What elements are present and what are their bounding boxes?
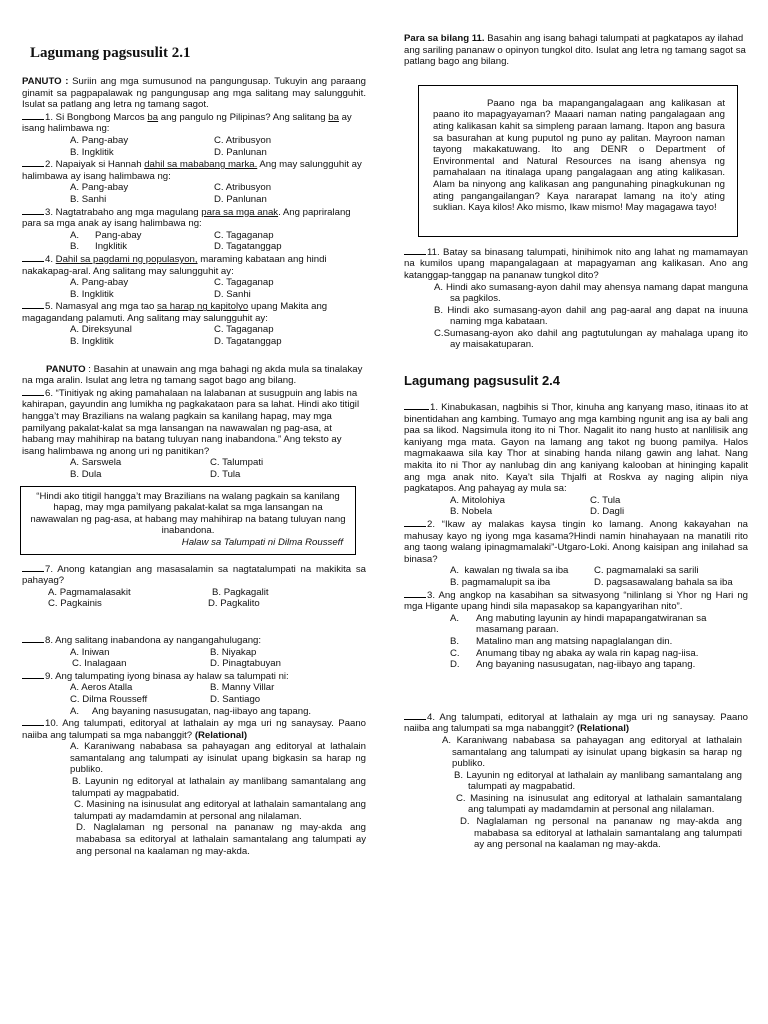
- question-10: 10. Ang talumpati, editoryal at lathalain ay mga uri ng sanaysay. Paano naiiba ang talumpati sa mga nabanggit? (Relational): [22, 718, 366, 741]
- question-7: 7. Anong katangian ang masasalamin sa nagtatalumpati na makikita sa pahayag?: [22, 563, 366, 587]
- question-9: 9. Ang talumpating iyong binasa ay halaw sa talumpati ni:: [22, 670, 366, 683]
- q3-options-row-2: [22, 241, 366, 253]
- q3-options-row-1: [22, 230, 366, 242]
- option: D. Tagatanggap: [214, 241, 282, 253]
- answer-blank[interactable]: [22, 387, 44, 396]
- answer-blank[interactable]: [22, 300, 44, 309]
- answer-blank[interactable]: [404, 711, 426, 720]
- r3-option-a: A. Ang mabuting layunin ay hindi mapapangatwiranan sa masamang paraan.: [450, 612, 707, 636]
- option: B. Manny Villar: [210, 682, 275, 694]
- option: C. Atribusyon: [214, 182, 272, 194]
- answer-blank[interactable]: [22, 563, 44, 572]
- question-2-4-2: 2. “Ikaw ay malakas kaysa tingin ko lamang. Anong kakayahan na mahusay kayo ng iyong mga kasama?Hindi namin hinahayaan na manatili rito ang taong walang ipinagmamalaki”-Utgaro-Loki. Anong kaisipan ang inilahad sa binasa?: [404, 519, 748, 565]
- answer-blank[interactable]: [22, 253, 44, 262]
- q4-options-row-1: [22, 277, 366, 289]
- question-6: 6. “Tinitiyak ng aking pamahalaan na lalabanan at susugpuin ang labis na kahirapan, gayundin ang lumikha ng pagkakataon para sa lahat. Hindi ako titigil hangga’t may Brazilians na walang pagkain sa kanilang hapag, may mga pamilyang pakalat-kalat sa mga lansangan na nawawalan ng pag-asa, at habang may mahihirap na batang tuluyan nang inabandona.” Ang teksto ay isang halimbawa ng anong uri ng panitikan?: [22, 387, 360, 457]
- question-5: 5. Namasyal ang mga tao sa harap ng kapitolyo upang Makita ang magagandang palamuti. Ang salitang may salungguhit ay:: [22, 301, 328, 324]
- option: D. Tagatanggap: [214, 336, 282, 348]
- q9-extra-line: A. Ang bayaning nasusugatan, nag-iibayo ang tapang.: [70, 705, 312, 717]
- option: C. Talumpati: [210, 457, 264, 469]
- r4-option-d: D. Naglalaman ng personal na pananaw ng may-akda ang mababasa sa editoryal at lathalain samantalang ang talumpati ay ang personal na kaalaman ng may-akda.: [460, 816, 742, 851]
- quote-box: [20, 486, 356, 555]
- r4-option-a: A. Karaniwang nababasa sa pahayagan ang editoryal at lathalain samantalang ang talumpati ay isinulat upang bigkasin sa harap ng publiko.: [442, 734, 742, 770]
- q9-options-row-1: [22, 682, 366, 694]
- option: C. Tula: [590, 494, 621, 506]
- panuto-2: PANUTO : Basahin at unawain ang mga bahagi ng akda mula sa tinalakay na mga aralin. Isulat ang letra ng tamang sagot bago ang bilang.: [22, 363, 363, 387]
- option: B. Ingklitik: [70, 241, 128, 253]
- q4-options-row-2: [22, 289, 366, 301]
- answer-blank[interactable]: [22, 634, 44, 643]
- panuto-1: PANUTO : Suriin ang mga sumusunod na pangungusap. Tukuyin ang paraang ginamit sa pagpapalawak ng pangungusap ang mga salitang may salungguhit. Isulat sa patlang ang letra ng tamang sagot.: [22, 76, 366, 111]
- option: C. Atribusyon: [214, 134, 272, 146]
- option: B. Sanhi: [70, 193, 107, 205]
- question-3: 3. Nagtatrabaho ang mga magulang para sa mga anak. Ang papriralang para sa mga anak ay isang halimbawa ng:: [22, 206, 351, 230]
- question-2-4-4: 4. Ang talumpati, editoryal at lathalain ay mga uri ng sanaysay. Paano naiiba ang talumpati sa mga nabanggit? (Relational): [404, 711, 748, 735]
- page-title: Lagumang pagsusulit 2.1: [30, 45, 191, 61]
- option: D. Panlunan: [214, 146, 267, 158]
- q6-options-row-1: [22, 457, 366, 469]
- r1-options-row-1: [404, 495, 748, 507]
- option: B. pagmamalupit sa iba: [450, 576, 551, 588]
- q10-option-a: A. Karaniwang nababasa sa pahayagan ang editoryal at lathalain samantalang ang talumpati ay isinulat upang bigkasin sa harap ng publiko.: [70, 741, 366, 776]
- q6-options-row-2: [22, 469, 366, 481]
- q11-option-c: C.Sumasang-ayon ako dahil ang pagtutulungan ay mahalaga upang ito ay maisakatuparan.: [434, 327, 748, 351]
- option: B. Niyakap: [210, 646, 257, 658]
- option: C. Tagaganap: [214, 229, 274, 241]
- q9-options-row-2: [22, 694, 366, 706]
- section-title-2-4: Lagumang pagsusulit 2.4: [404, 373, 561, 389]
- q7-options-row-1: [22, 587, 366, 599]
- answer-blank[interactable]: [404, 401, 429, 410]
- option: A. Pang-abay: [70, 134, 129, 146]
- r3-option-d: D. Ang bayaning nasusugatan, nag-iibayo ang tapang.: [450, 659, 696, 671]
- q8-options-row-2: [22, 658, 366, 670]
- option: C. Tagaganap: [214, 324, 274, 336]
- question-4: 4. Dahil sa pagdami ng populasyon, maraming kabataan ang hindi nakakapag-aral. Ang salitang may salungguhit ay:: [22, 253, 327, 277]
- q10-option-c: C. Masining na isinusulat ang editoryal at lathalain samantalang ang talumpati ay madamdamin at personal ang nilalaman.: [74, 799, 366, 822]
- option: C. Tagaganap: [214, 277, 274, 289]
- item-11-instructions: Para sa bilang 11. Basahin ang isang bahagi talumpati at pagkatapos ay ilahad ang sariling pananaw o opinyon tungkol dito. Isulat ang letra ng tamang sagot sa patlang bago ang bilang.: [404, 33, 746, 68]
- option: B. Ingklitik: [70, 336, 114, 348]
- q11-option-b: B. Hindi ako sumasang-ayon dahil ang pag-aaral ang dapat na inuuna naming mga kabataan.: [434, 304, 748, 328]
- option: D. pagsasawalang bahala sa iba: [594, 576, 733, 588]
- answer-blank[interactable]: [22, 206, 44, 215]
- q11-option-a: A. Hindi ako sumasang-ayon dahil may ahensya namang dapat manguna sa pagkilos.: [434, 281, 748, 305]
- q2-options-row-1: [22, 182, 366, 194]
- option: C. Pagkainis: [48, 598, 102, 610]
- question-2-4-3: 3. Ang angkop na kasabihan sa sitwasyong “nilinlang si Yhor ng Hari ng mga Higante upang hindi sila mapasakop sa kapangyarihan nito”.: [404, 589, 748, 613]
- right-column: [404, 0, 748, 851]
- option: D. Sanhi: [214, 288, 251, 300]
- quote-text: “Hindi ako titigil hangga’t may Brazilians na walang pagkain sa kanilang hapag, may mga pamilyang pakalat-kalat sa mga lansangan na nawawalan ng pag-asa, at habang may mahihirap na batang tuluyan nang inabandona.: [30, 490, 346, 537]
- q2-options-row-2: [22, 194, 366, 206]
- question-1: 1. Si Bongbong Marcos ba ang pangulo ng Pilipinas? Ang salitang ba ay isang halimbawa ng:: [22, 111, 352, 135]
- quote-source: Halaw sa Talumpati ni Dilma Rousseff: [181, 536, 343, 548]
- option: A. Pang-abay: [70, 182, 129, 194]
- q7-options-row-2: [22, 598, 366, 610]
- option: C. pagmamalaki sa sarili: [594, 565, 699, 577]
- option: D. Dagli: [590, 506, 625, 518]
- option: B. Ingklitik: [70, 288, 114, 300]
- option: A. Sarswela: [70, 457, 122, 469]
- question-2-4-1: 1. Kinabukasan, nagbihis si Thor, kinuha ang kanyang maso, itinaas ito at binentidahan ang kambing. Tumayo ang mga kambing ngunit ang isa ay bali ang paa sa likod. Nagsimula itong ito ni Thor. Nagalit ito nang husto at nanlilisik ang kaniyang mga mata. Gayon na lamang ang takot ng buong pamilya. Halos magmakaawa sila kay Thor at sinabing handa nilang gawin ang lahat. Nang makita ito ni Thor ay nanlubag din ang kaniyang kalooban at hininging kapalit ang mga anak nito. Kaya’t sila Thjalfi at Roskva ay naging alipin niya pagkatapos. Ang pahayag ay mula sa:: [404, 402, 748, 495]
- left-column: [22, 0, 366, 857]
- answer-blank[interactable]: [22, 670, 44, 679]
- r3-option-b: B. Matalino man ang matsing napaglalangan din.: [450, 635, 673, 647]
- option: B. Ingklitik: [70, 146, 114, 158]
- option: B. Dula: [70, 469, 102, 480]
- question-8: 8. Ang salitang inabandona ay nangangahulugang:: [22, 634, 366, 647]
- q10-option-b: B. Layunin ng editoryal at lathalain ay manlibang samantalang ang talumpati ay magpabatid.: [72, 776, 366, 799]
- option: B. Pagkagalit: [212, 586, 269, 598]
- option: D. Panlunan: [214, 193, 267, 205]
- r4-option-b: B. Layunin ng editoryal at lathalain ay manlibang samantalang ang talumpati ay magpabatid.: [454, 769, 742, 793]
- option: A. Mitolohiya: [450, 494, 505, 506]
- answer-blank[interactable]: [404, 518, 426, 527]
- answer-blank[interactable]: [404, 589, 426, 598]
- q5-options-row-2: [22, 336, 366, 348]
- r2-options-row-2: [404, 577, 748, 589]
- r2-options-row-1: [404, 565, 748, 577]
- answer-blank[interactable]: [22, 158, 44, 167]
- option: B. Nobela: [450, 506, 493, 518]
- option: D. Pagkalito: [208, 598, 260, 610]
- option: C. Inalagaan: [72, 658, 127, 670]
- answer-blank[interactable]: [22, 111, 44, 120]
- option: D. Santiago: [210, 693, 261, 705]
- passage-box: Paano nga ba mapangangalagaan ang kalikasan at paano ito mapagyayaman? Maaari naman nating pangalagaan ang ating kalikasan kahit sa simpleng paraan lamang. Itapon ang basura sa basurahan at kung puputol ng puno ay palitan. Mayroon naman tayong makakatuwang. Ito ang DENR o Department of Environmental and Natural Resources na isang ahensya ng pamahalaan na itinalaga upang pangalagaan ang ating kalikasan. Alam ba ninyong ang kalikasan ang pangunahing pinagkukunan ng ating pangangailangan? Kaya nararapat lamang na ito’y ating suklian. Kaya kilos! Ako mismo, Ikaw mismo! May magagawa tayo!: [418, 85, 738, 237]
- option: D. Tula: [210, 469, 241, 480]
- q8-options-row-1: [22, 647, 366, 659]
- q1-options-row-2: [22, 147, 366, 159]
- option: A. Direksyunal: [70, 324, 132, 336]
- q5-options-row-1: [22, 324, 366, 336]
- q1-options-row-1: [22, 135, 366, 147]
- r3-option-c: C. Anumang tibay ng abaka ay wala rin kapag nag-iisa.: [450, 647, 699, 659]
- option: A. Aeros Atalla: [70, 682, 133, 694]
- question-2: 2. Napaiyak si Hannah dahil sa mababang marka. Ang may salungguhit ay halimbawa ay isang halimbawa ng:: [22, 159, 362, 182]
- option: A. Pang-abay: [70, 277, 129, 289]
- answer-blank[interactable]: [404, 246, 426, 255]
- option: A. Iniwan: [70, 646, 110, 658]
- r1-options-row-2: [404, 506, 748, 518]
- option: A. kawalan ng tiwala sa iba: [450, 565, 569, 577]
- option: A. Pang-abay: [70, 229, 142, 241]
- option: C. Dilma Rousseff: [70, 693, 148, 705]
- answer-blank[interactable]: [22, 717, 44, 726]
- r4-option-c: C. Masining na isinusulat ang editoryal at lathalain samantalang ang talumpati ay madamdamin at personal ang nilalaman.: [456, 792, 742, 816]
- option: D. Pinagtabuyan: [210, 658, 281, 670]
- question-11: 11. Batay sa binasang talumpati, hinihimok nito ang lahat ng mamamayan na kumilos upang mapangalagaan at mapagyaman ang kalikasan. Ano ang katanggap-tanggap na pananaw tungkol dito?: [404, 246, 748, 281]
- q10-option-d: D. Naglalaman ng personal na pananaw ng may-akda ang mababasa sa editoryal at lathalain samantalang ang talumpati ay ang personal na kaalaman ng may-akda.: [76, 822, 366, 857]
- option: A. Pagmamalasakit: [48, 586, 131, 598]
